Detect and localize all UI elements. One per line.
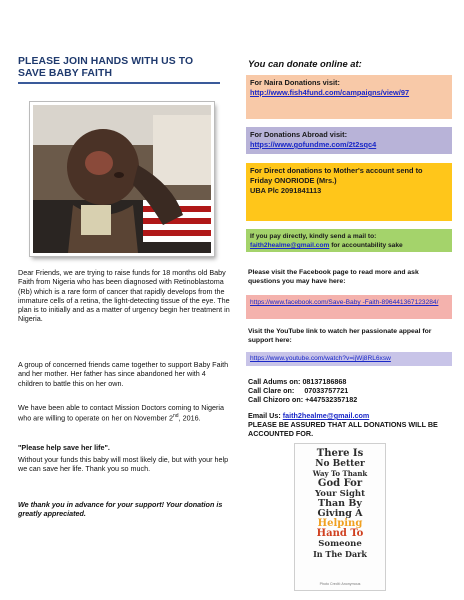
poster-line: Giving A: [317, 508, 363, 519]
facebook-intro: Please visit the Facebook page to read more and ask questions you may have here:: [248, 269, 419, 285]
notice-text: If you pay directly, kindly send a mail to:: [250, 233, 377, 240]
poster-line-highlight: Hand To: [316, 528, 364, 539]
direct-donation-box: [246, 163, 452, 221]
direct-label: For Direct donations to Mother's account send to: [250, 166, 423, 175]
email-label: Email Us:: [248, 411, 283, 420]
page-headline: PLEASE JOIN HANDS WITH US TO SAVE BABY FAITH: [18, 56, 194, 79]
support-paragraph: A group of concerned friends came together to support Baby Faith and her mother. Her father has since abandoned her with 4 children to battle this on her own.: [18, 360, 229, 388]
doctors-paragraph-text: We have been able to contact Mission Doctors coming to Nigeria who are willing to operate on her on November 2: [18, 403, 225, 423]
poster-line-highlight: Helping: [317, 518, 363, 529]
baby-faith-photo: [30, 102, 214, 256]
abroad-label: For Donations Abroad visit:: [250, 130, 348, 139]
youtube-intro: Visit the YouTube link to watch her passionate appeal for support here:: [248, 328, 432, 344]
thanks-paragraph: We thank you in advance for your support! Your donation is greatly appreciated.: [18, 500, 223, 519]
youtube-link-box: [246, 352, 452, 366]
call-adums: Call Adums on: 08137186868: [248, 377, 347, 386]
email-link[interactable]: faith2healme@gmail.com: [282, 411, 370, 420]
poster-line: Than By: [318, 498, 362, 509]
abroad-donation-link[interactable]: https://www.gofundme.com/2t2sqc4: [250, 140, 377, 149]
notice-email-link[interactable]: faith2healme@gmail.com: [250, 242, 330, 249]
bank-account-number: UBA Plc 2091841113: [250, 186, 322, 195]
online-donation-title: You can donate online at:: [248, 58, 362, 69]
call-chizoro: Call Chizoro on: +447532357182: [248, 395, 358, 404]
notice-suffix: for accountability sake: [329, 242, 403, 249]
poster-line: Someone: [318, 539, 362, 549]
naira-donation-box: [246, 75, 452, 119]
poster-line: God For: [317, 478, 363, 489]
call-clare: Call Clare on: 07033757721: [248, 386, 349, 395]
naira-donation-link[interactable]: http://www.fish4fund.com/campaigns/view/97: [250, 88, 410, 97]
naira-label: For Naira Donations visit:: [250, 78, 340, 87]
date-ordinal: nd: [173, 413, 179, 420]
headline-divider: [18, 82, 220, 84]
facebook-page-link[interactable]: https://www.facebook.com/Save-Baby -Faith-896441367123284/: [250, 299, 439, 306]
account-holder-name: Friday ONORIODE (Mrs.): [250, 176, 337, 185]
email-line: [248, 411, 452, 420]
intro-paragraph: Dear Friends, we are trying to raise funds for 18 months old Baby Faith from Nigeria who has been diagnosed with Retinoblastoma (Rb) which is a rare form of cancer that rapidly develops from the immature cells of a retina, the light-detecting tissue of the eye. The plan is to initially and as a matter of urgency begin her treatment in Nigeria.: [18, 268, 230, 324]
assurance-statement: PLEASE BE ASSURED THAT ALL DONATIONS WILL BE ACCOUNTED FOR.: [248, 420, 438, 439]
quote-line: "Please help save her life".: [18, 443, 110, 452]
facebook-link-box: [246, 295, 452, 319]
poster-line: Your Sight: [314, 489, 366, 499]
doctors-paragraph: [18, 403, 230, 423]
doctors-paragraph-date: , 2016.: [178, 413, 201, 423]
poster-line: There Is: [316, 448, 364, 459]
poster-credit: Photo Credit: Anonymous: [319, 582, 361, 586]
sight-poster: [294, 443, 386, 591]
appeal-paragraph: Without your funds this baby will most likely die, but with your help we can save her life. Thank you so much.: [18, 455, 229, 474]
abroad-donation-box: [246, 127, 452, 154]
payment-notice-box: [246, 229, 452, 252]
baby-photo-illustration: [33, 105, 211, 253]
poster-line: Way To Thank: [312, 469, 368, 478]
poster-line: In The Dark: [313, 549, 367, 559]
poster-line: No Better: [315, 459, 365, 469]
youtube-video-link[interactable]: https://www.youtube.com/watch?v=ijWj8RL6xsw: [250, 355, 391, 362]
